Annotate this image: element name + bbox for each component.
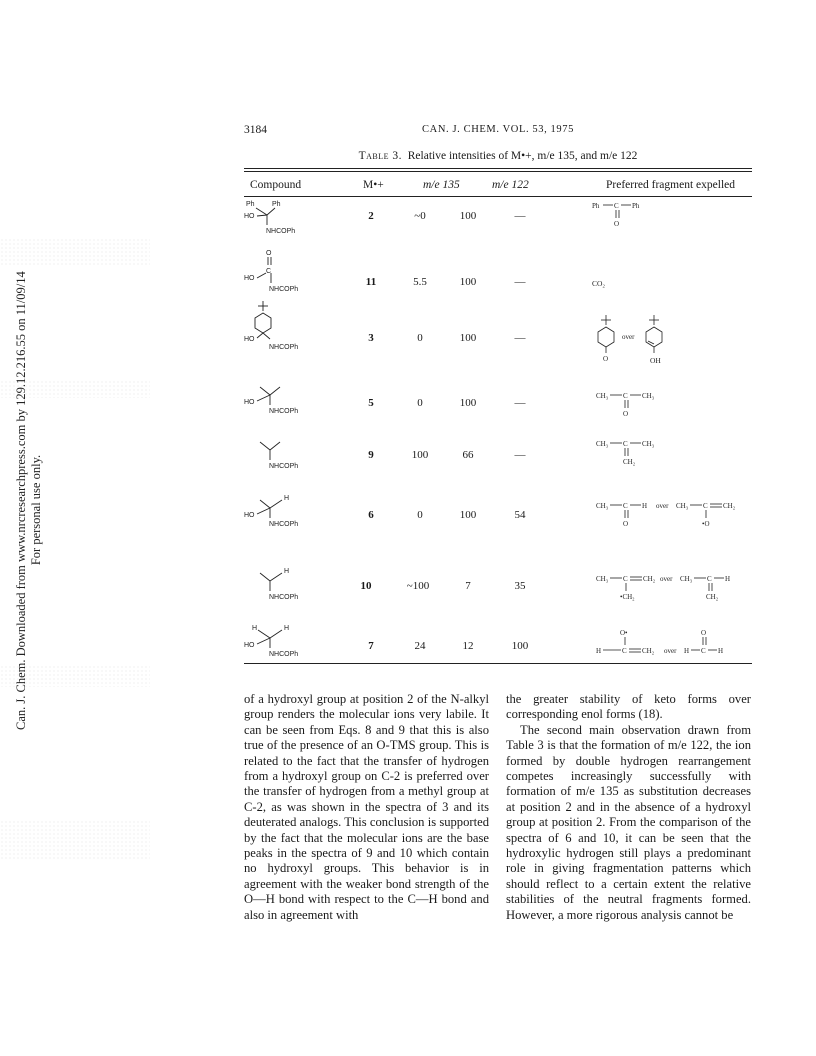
row-7-m122: 12 <box>462 640 474 652</box>
svg-text:H: H <box>684 647 690 655</box>
svg-text:C: C <box>614 202 619 210</box>
svg-text:O: O <box>623 520 629 528</box>
fragment-cyclohexanone-over-enol <box>592 313 672 368</box>
scan-noise <box>0 665 150 687</box>
svg-text:over: over <box>664 647 677 655</box>
table-top-rule-2 <box>244 171 752 172</box>
structure-compound-6 <box>244 492 354 534</box>
row-10-m122b: 35 <box>514 580 526 592</box>
row-5-m135: 0 <box>417 397 423 409</box>
row-5-m122b: — <box>514 397 526 409</box>
watermark-line-2: For personal use only. <box>29 454 43 566</box>
row-2-m135: ~0 <box>414 210 426 222</box>
svg-text:Ph: Ph <box>592 202 600 210</box>
row-7-m135: 24 <box>414 640 426 652</box>
svg-text:O: O <box>623 410 629 418</box>
svg-text:O•: O• <box>620 629 628 637</box>
row-7-compound: 7 <box>368 640 374 652</box>
row-9-m122: 66 <box>462 449 474 461</box>
svg-text:CH₃: CH₃ <box>642 440 655 448</box>
row-9-m135: 100 <box>411 449 429 461</box>
svg-text:•O: •O <box>702 520 710 528</box>
svg-text:H: H <box>725 575 731 583</box>
col-me122: m/e 122 <box>492 179 529 191</box>
row-2-m122b: — <box>514 210 526 222</box>
col-compound: Compound <box>250 179 302 191</box>
svg-text:over: over <box>656 502 669 510</box>
svg-text:O: O <box>603 355 609 363</box>
header-rule <box>244 196 752 197</box>
svg-text:•CH₂: •CH₂ <box>620 593 635 601</box>
svg-text:C: C <box>623 575 628 583</box>
row-11-m122b: — <box>514 276 526 288</box>
svg-text:O: O <box>701 629 707 637</box>
body-paragraph: The second main observation drawn from Table 3 is that the formation of m/e 122, the ion formed by double hydrogen rearrangement competes increasingly successfully with formation of m/e 135 as substitution decreases at position 2 and in the absence of a hydroxyl group at position 2. From the comparison of the spectra of 6 and 10, it can be seen that the hydroxylic hydrogen still plays a predominant role in giving fragmentation patterns which should reflect to a certain extent the relative stabilities of the neutral fragments formed. However, a more rigorous analysis cannot be <box>506 722 751 922</box>
structure-compound-3 <box>244 299 354 354</box>
row-3-m122b: — <box>514 332 526 344</box>
table-caption <box>244 150 752 162</box>
svg-text:NHCOPh: NHCOPh <box>269 408 299 415</box>
row-11-m122: 100 <box>459 276 477 288</box>
svg-text:C: C <box>707 575 712 583</box>
svg-text:HO: HO <box>244 512 255 519</box>
table-top-rule <box>244 168 752 169</box>
watermark-line-1: Can. J. Chem. Downloaded from www.nrcresearchpress.com by 129.12.216.55 on 11/09/14 <box>14 271 28 730</box>
svg-text:NHCOPh: NHCOPh <box>269 594 299 601</box>
row-9-m122b: — <box>514 449 526 461</box>
svg-text:HO: HO <box>244 336 255 343</box>
structure-compound-9 <box>244 440 354 475</box>
row-6-compound: 6 <box>368 509 374 521</box>
svg-text:CH₃: CH₃ <box>642 392 655 400</box>
row-2-m122: 100 <box>459 210 477 222</box>
fragment-isobutene <box>596 438 676 468</box>
svg-text:CH₃: CH₃ <box>596 392 609 400</box>
col-me135: m/e 135 <box>423 179 460 191</box>
structure-compound-5 <box>244 385 354 420</box>
structure-compound-2 <box>244 198 354 236</box>
table-title: Relative intensities of M•+, m/e 135, and m/e 122 <box>407 150 638 162</box>
svg-text:H: H <box>596 647 602 655</box>
body-paragraph: the greater stability of keto forms over corresponding enol forms (18). <box>506 692 751 722</box>
row-5-compound: 5 <box>368 397 374 409</box>
svg-text:CH₃: CH₃ <box>596 502 609 510</box>
row-9-compound: 9 <box>368 449 374 461</box>
svg-text:Ph: Ph <box>246 201 255 208</box>
svg-text:C: C <box>623 502 628 510</box>
scan-noise <box>0 380 150 398</box>
row-3-m122: 100 <box>459 332 477 344</box>
table-label: Table 3. <box>358 150 403 162</box>
svg-text:over: over <box>622 333 635 341</box>
row-5-m122: 100 <box>459 397 477 409</box>
download-watermark <box>14 271 54 730</box>
svg-text:over: over <box>660 575 673 583</box>
svg-text:O: O <box>266 250 272 257</box>
svg-text:HO: HO <box>244 399 255 406</box>
svg-text:CH₂: CH₂ <box>706 593 719 601</box>
col-fragment: Preferred fragment expelled <box>606 179 735 191</box>
fragment-benzophenone <box>592 200 672 230</box>
running-head: CAN. J. CHEM. VOL. 53, 1975 <box>422 124 574 135</box>
row-11-m135: 5.5 <box>413 276 427 288</box>
fragment-acetone <box>596 390 676 420</box>
structure-compound-10 <box>244 565 354 605</box>
row-6-m122: 100 <box>459 509 477 521</box>
row-10-m122: 7 <box>465 580 471 592</box>
svg-text:C: C <box>701 647 706 655</box>
fragment-acetaldehyde-over-enol <box>596 500 756 532</box>
row-3-compound: 3 <box>368 332 374 344</box>
svg-text:CH₃: CH₃ <box>680 575 693 583</box>
svg-text:H: H <box>252 625 258 632</box>
svg-text:H: H <box>718 647 724 655</box>
svg-text:OH: OH <box>650 356 661 365</box>
svg-text:NHCOPh: NHCOPh <box>269 463 299 470</box>
table-bottom-rule <box>244 663 752 664</box>
body-left-column <box>244 692 489 923</box>
fragment-co2 <box>592 277 632 291</box>
svg-text:NHCOPh: NHCOPh <box>266 228 296 235</box>
scan-noise <box>0 238 150 266</box>
svg-text:C: C <box>623 440 628 448</box>
svg-text:C: C <box>623 392 628 400</box>
svg-text:C: C <box>266 268 272 275</box>
svg-text:NHCOPh: NHCOPh <box>269 521 299 528</box>
row-11-compound: 11 <box>365 276 377 288</box>
fragment-vinyl-alcohol-over-formaldehyde <box>596 627 756 659</box>
row-3-m135: 0 <box>417 332 423 344</box>
svg-text:Ph: Ph <box>632 202 640 210</box>
svg-text:HO: HO <box>244 642 255 649</box>
body-paragraph: of a hydroxyl group at position 2 of the N-alkyl group renders the molecular ions very labile. It can be seen from Eqs. 8 and 9 that this is also true of the presence of an O-TMS group. This is related to the fact that the transfer of hydrogen from a hydroxyl group on C-2 is preferred over the transfer of hydrogen from a methyl group at C-2, as was shown in the spectra of 3 and its deuterated analogs. This conclusion is supported by the fact that the molecular ions are the base peaks in the spectra of 9 and 10 which contain no hydroxyl groups. This behavior is in agreement with the weaker bond strength of the O—H bond with respect to the C—H bond and also in agreement with <box>244 692 489 922</box>
svg-text:HO: HO <box>244 213 255 220</box>
row-6-m122b: 54 <box>514 509 526 521</box>
row-10-m135: ~100 <box>406 580 430 592</box>
svg-text:CH₂: CH₂ <box>643 575 656 583</box>
fragment-allyl-over-propene <box>596 573 756 605</box>
svg-text:CO₂: CO₂ <box>592 279 606 288</box>
svg-text:H: H <box>642 502 648 510</box>
page-number: 3184 <box>244 124 267 136</box>
svg-text:Ph: Ph <box>272 201 281 208</box>
structure-compound-7 <box>244 622 354 664</box>
row-6-m135: 0 <box>417 509 423 521</box>
row-10-compound: 10 <box>360 580 372 592</box>
svg-text:O: O <box>614 220 620 228</box>
svg-text:C: C <box>703 502 708 510</box>
svg-text:CH₃: CH₃ <box>596 440 609 448</box>
svg-text:NHCOPh: NHCOPh <box>269 286 299 293</box>
col-molecular-ion: M•+ <box>363 179 384 191</box>
row-7-m122b: 100 <box>511 640 529 652</box>
row-2-compound: 2 <box>368 210 374 222</box>
body-right-column <box>506 692 751 923</box>
structure-compound-11 <box>244 247 354 297</box>
svg-text:H: H <box>284 625 290 632</box>
svg-text:NHCOPh: NHCOPh <box>269 344 299 351</box>
svg-text:H: H <box>284 568 290 575</box>
svg-text:C: C <box>622 647 627 655</box>
svg-text:CH₂: CH₂ <box>723 502 736 510</box>
svg-text:HO: HO <box>244 275 255 282</box>
svg-text:H: H <box>284 495 290 502</box>
svg-text:CH₂: CH₂ <box>623 458 636 466</box>
svg-text:CH₂: CH₂ <box>642 647 655 655</box>
scan-noise <box>0 820 150 860</box>
svg-text:NHCOPh: NHCOPh <box>269 651 299 658</box>
svg-text:CH₃: CH₃ <box>676 502 689 510</box>
svg-text:CH₃: CH₃ <box>596 575 609 583</box>
